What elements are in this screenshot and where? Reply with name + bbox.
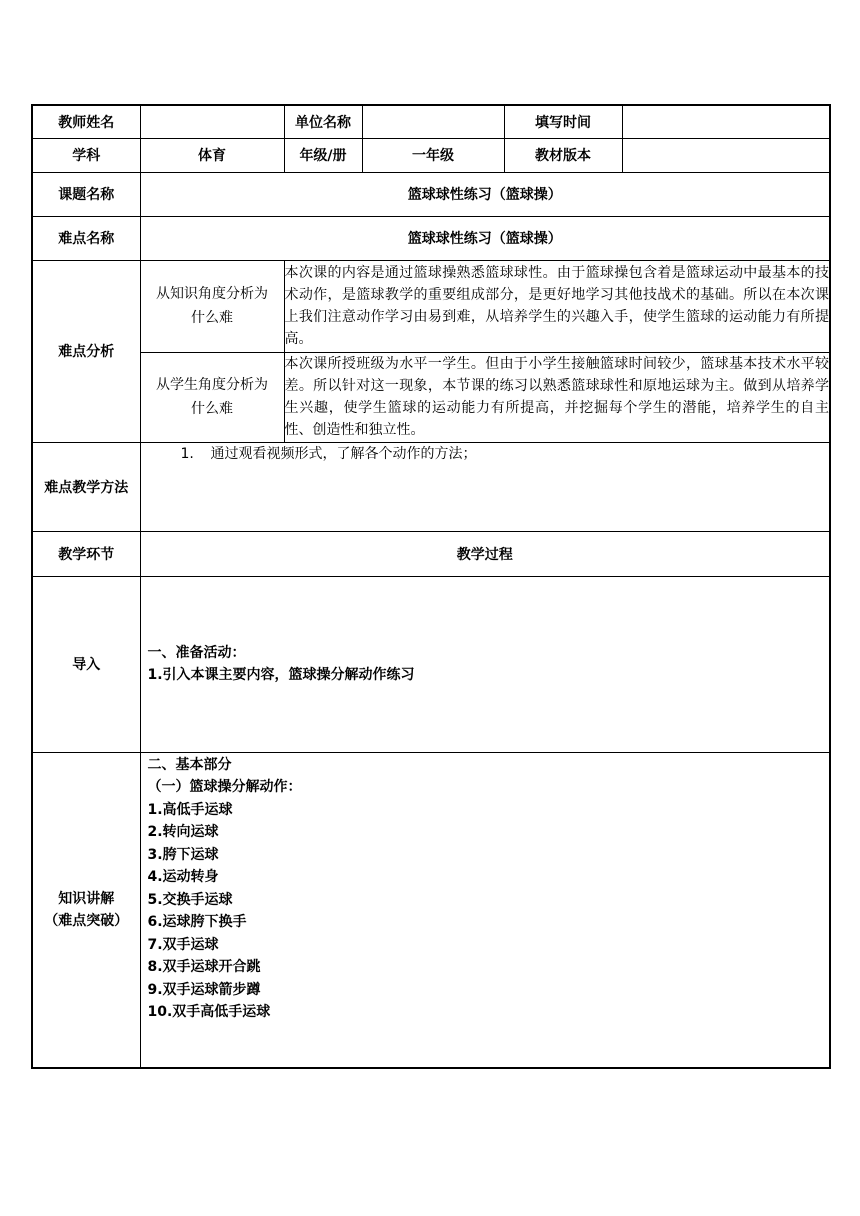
list-item: 3.胯下运球 (147, 846, 219, 863)
list-item: 10.双手高低手运球 (147, 1004, 271, 1020)
student-angle-label-line2: 什么难 (191, 401, 233, 417)
teacher-name-label: 教师姓名 (32, 105, 140, 138)
analysis-knowledge-row (32, 260, 830, 352)
method-item-number: 1. (180, 445, 194, 462)
intro-line-2: 1.引入本课主要内容，篮球操分解动作练习 (147, 667, 415, 683)
analysis-label: 难点分析 (32, 260, 140, 442)
method-label: 难点教学方法 (32, 442, 140, 531)
list-item: 5.交换手运球 (147, 891, 233, 908)
grade-value: 一年级 (362, 138, 504, 172)
student-angle-label (140, 352, 284, 442)
teacher-name-field[interactable] (140, 105, 284, 138)
knowledge-content (140, 752, 830, 1068)
intro-content (140, 576, 830, 752)
lesson-plan-table (31, 104, 831, 1069)
intro-line-1: 一、准备活动： (147, 644, 246, 661)
intro-label: 导入 (32, 576, 140, 752)
unit-name-label: 单位名称 (284, 105, 362, 138)
grade-label: 年级/册 (284, 138, 362, 172)
subject-label: 学科 (32, 138, 140, 172)
unit-name-field[interactable] (362, 105, 504, 138)
knowledge-row (32, 752, 830, 1068)
edition-label: 教材版本 (504, 138, 622, 172)
knowledge-label-line1: 知识讲解 (58, 890, 115, 907)
knowledge-label-line2: （难点突破） (44, 912, 129, 929)
method-row (32, 442, 830, 531)
knowledge-angle-label-line1: 从知识角度分析为 (156, 286, 268, 302)
topic-value: 篮球球性练习（篮球操） (140, 172, 830, 216)
fill-date-label: 填写时间 (504, 105, 622, 138)
list-item: 2.转向运球 (147, 824, 219, 840)
topic-row (32, 172, 830, 216)
difficulty-label: 难点名称 (32, 216, 140, 260)
method-item-text: 通过观看视频形式，了解各个动作的方法； (210, 445, 477, 462)
method-item (141, 443, 830, 465)
process-header-row (32, 531, 830, 576)
list-item: 7.双手运球 (147, 936, 219, 953)
analysis-student-row (32, 352, 830, 442)
knowledge-angle-label (140, 260, 284, 352)
intro-row (32, 576, 830, 752)
difficulty-value: 篮球球性练习（篮球操） (140, 216, 830, 260)
method-content (140, 442, 830, 531)
list-item: 4.运动转身 (147, 869, 219, 885)
list-item: 6.运球胯下换手 (147, 914, 247, 930)
edition-field[interactable] (622, 138, 830, 172)
list-item: 8.双手运球开合跳 (147, 959, 261, 975)
knowledge-subheading: （一）篮球操分解动作： (147, 779, 302, 795)
difficulty-row (32, 216, 830, 260)
student-angle-label-line1: 从学生角度分析为 (156, 377, 268, 393)
header-row-2 (32, 138, 830, 172)
knowledge-angle-label-line2: 什么难 (191, 310, 233, 326)
fill-date-field[interactable] (622, 105, 830, 138)
knowledge-heading: 二、基本部分 (147, 756, 232, 773)
process-header: 教学过程 (140, 531, 830, 576)
subject-value: 体育 (140, 138, 284, 172)
stage-header: 教学环节 (32, 531, 140, 576)
knowledge-angle-text: 本次课的内容是通过篮球操熟悉篮球球性。由于篮球操包含着是篮球运动中最基本的技术动作，是篮球教学的重要组成部分，是更好地学习其他技战术的基础。所以在本次课上我们注意动作学习由易到难，从培养学生的兴趣入手，使学生篮球的运动能力有所提高。 (284, 260, 830, 352)
list-item: 9.双手运球箭步蹲 (147, 981, 261, 998)
header-row-1 (32, 105, 830, 138)
list-item: 1.高低手运球 (147, 801, 233, 818)
student-angle-text: 本次课所授班级为水平一学生。但由于小学生接触篮球时间较少，篮球基本技术水平较差。所以针对这一现象，本节课的练习以熟悉篮球球性和原地运球为主。做到从培养学生兴趣，使学生篮球的运动能力有所提高，并挖掘每个学生的潜能，培养学生的自主性、创造性和独立性。 (284, 352, 830, 442)
knowledge-label (32, 752, 140, 1068)
topic-label: 课题名称 (32, 172, 140, 216)
